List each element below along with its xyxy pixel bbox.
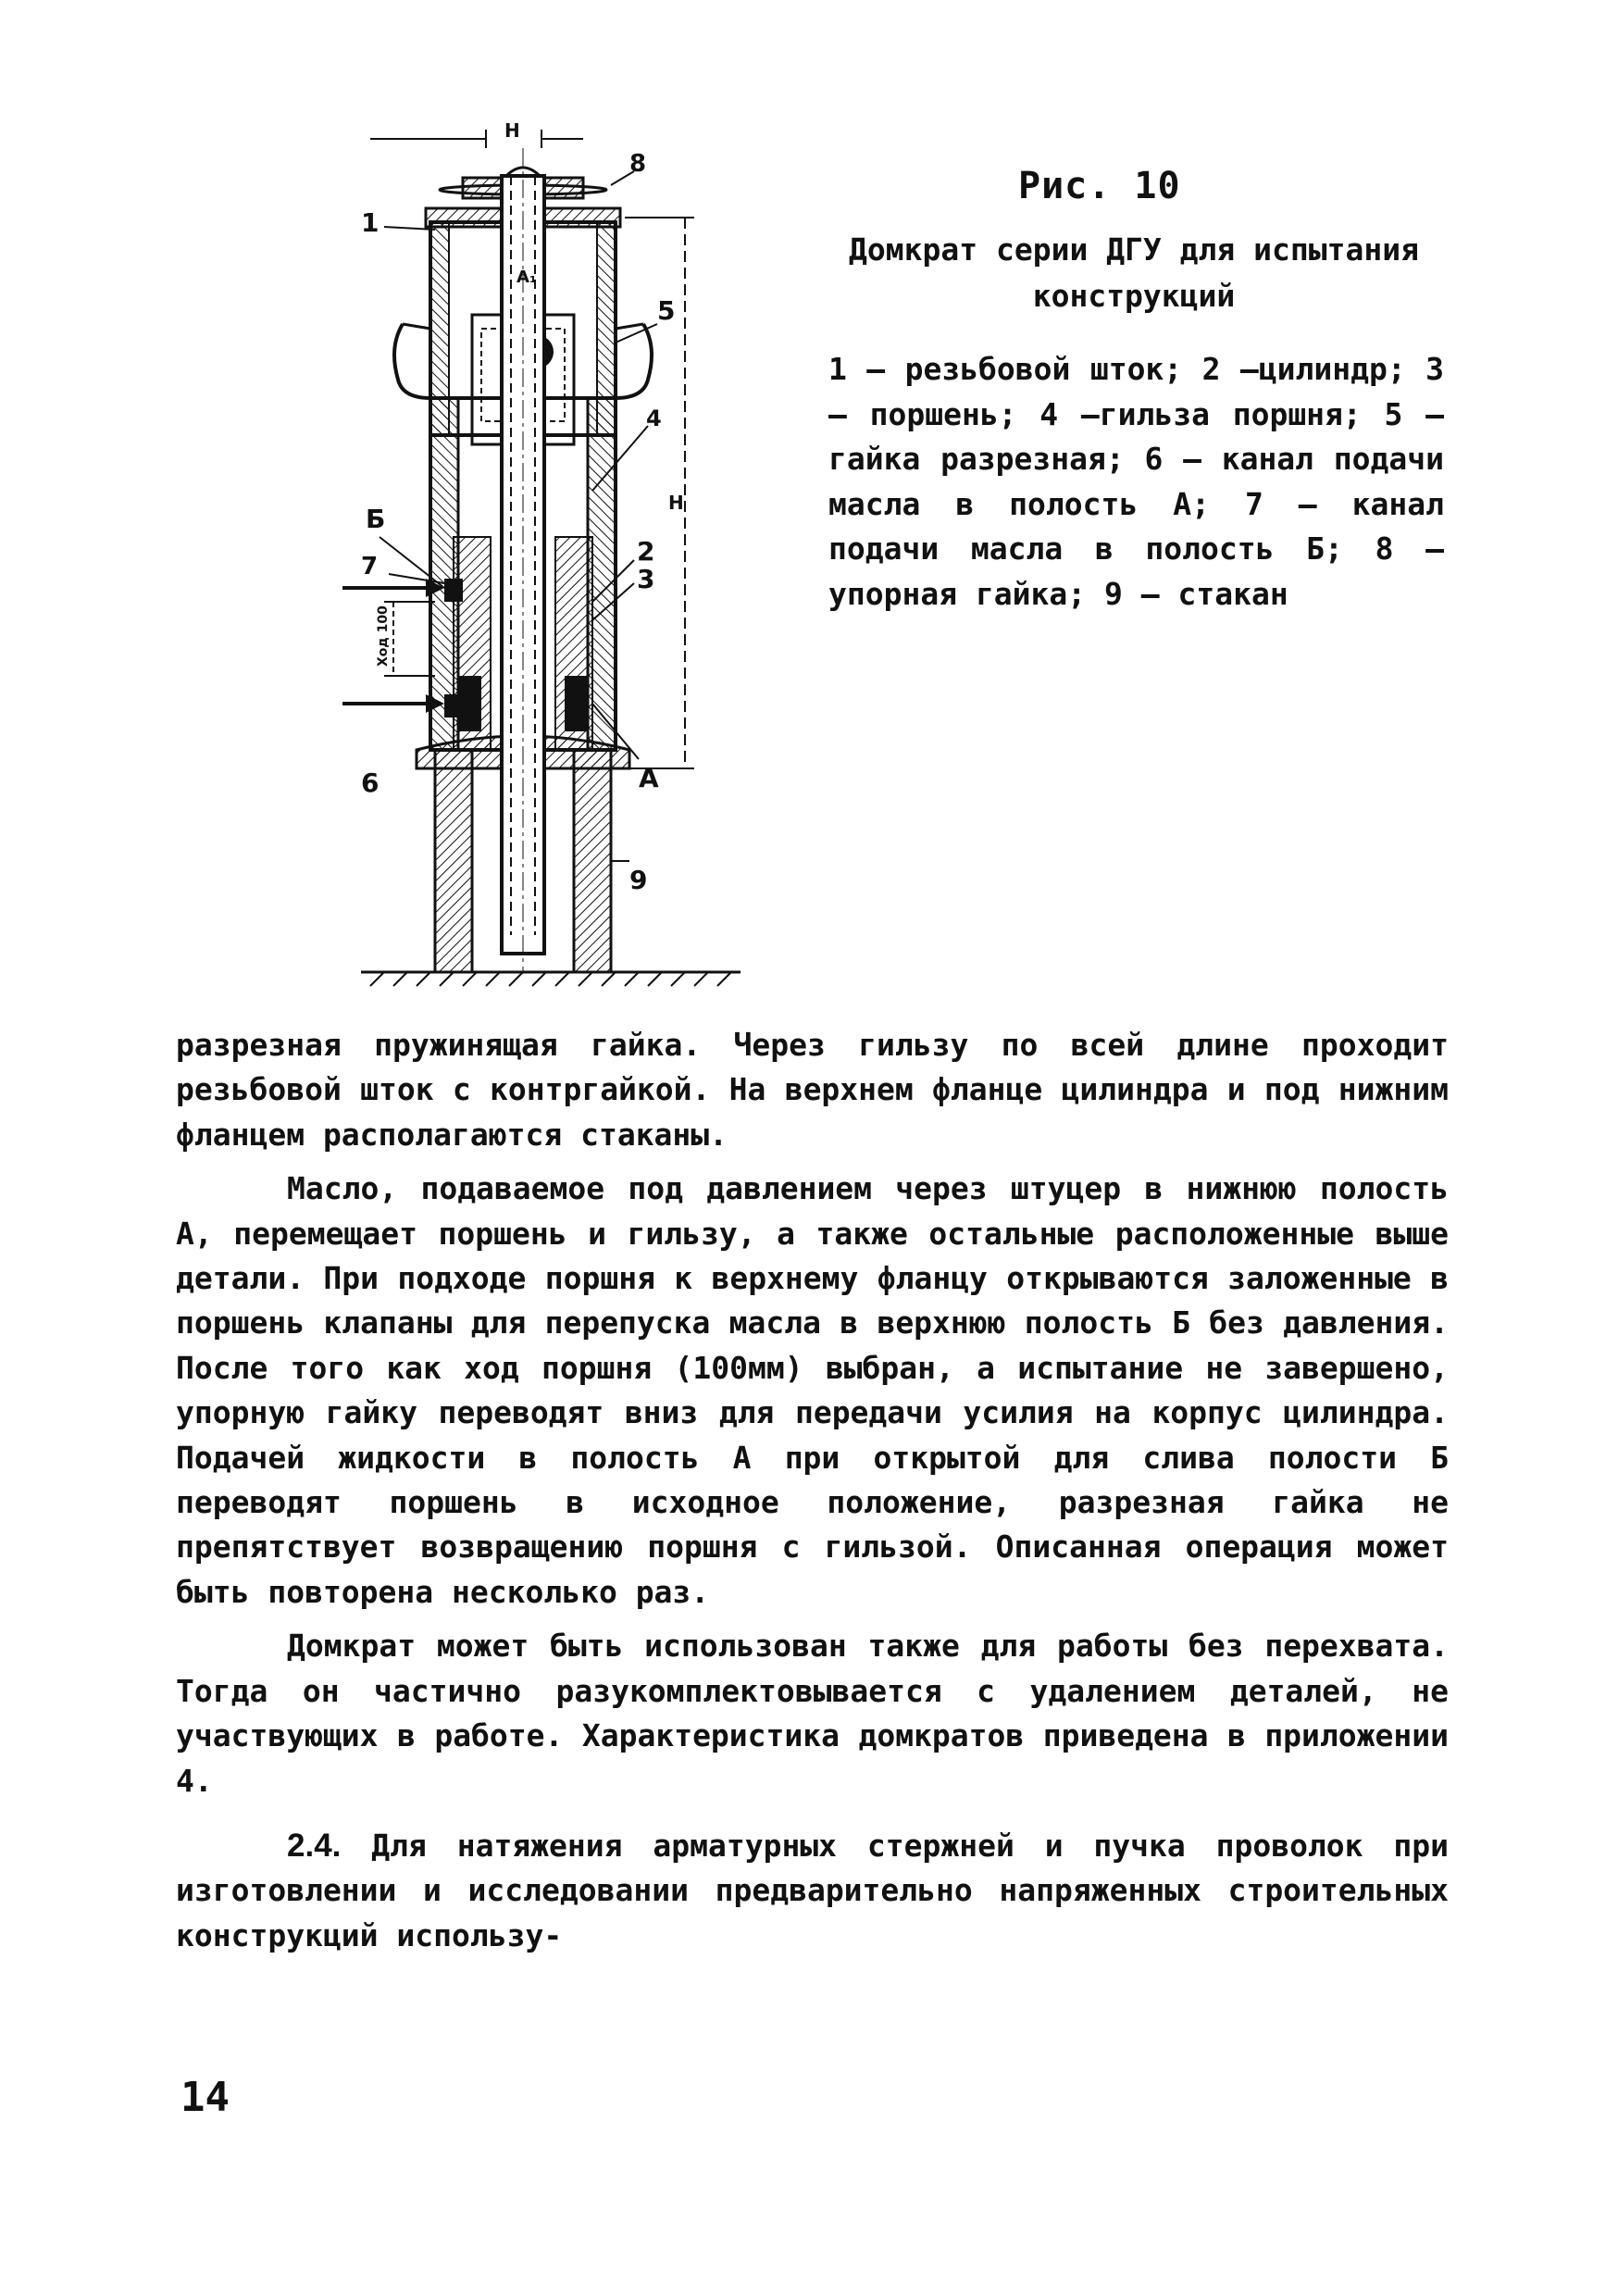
main-text xyxy=(176,1023,1449,1958)
section-paragraph xyxy=(176,1824,1449,1958)
label-4: 4 xyxy=(646,406,662,431)
figure-legend: 1 – резьбовой шток; 2 –цилиндр; 3 – поршень; 4 –гильза поршня; 5 – гайка разрезная; 6 – канал подачи масла в полость А; 7 – канал подачи масла в полость Б; 8 – упорная гайка; 9 – стакан xyxy=(828,351,1444,612)
label-9: 9 xyxy=(629,865,648,895)
label-A: А xyxy=(639,763,659,793)
paragraph-1: разрезная пружинящая гайка. Через гильзу по всей длине проходит резьбовой шток с контргайкой. На верхнем фланце цилиндра и под нижним фланцем располагаются стаканы. xyxy=(176,1027,1449,1153)
label-stroke-dim: Ход 100 xyxy=(376,605,391,667)
page-number: 14 xyxy=(180,2074,230,2121)
ground-line xyxy=(361,972,741,986)
paragraph-2: Масло, подаваемое под давлением через штуцер в нижнюю полость А, перемещает поршень и гильзу, а также остальные расположенные выше детали. При подходе поршня к верхнему фланцу открываются заложенные в поршень клапаны для перепуска масла в верхнюю полость Б без давления. После того как ход поршня (100мм) выбран, а испытание не завершено, упорную гайку переводят вниз для передачи усилия на корпус цилиндра. Подачей жидкости в полость А при открытой для слива полости Б переводят поршень в исходное положение, разрезная гайка не препятствует возвращению поршня с гильзой. Описанная операция может быть повторена несколько раз. xyxy=(176,1170,1449,1610)
label-6: 6 xyxy=(361,767,380,798)
section-text: Для натяжения арматурных стержней и пучка проволок при изготовлении и исследовании предварительно напряженных строительных конструкций использу- xyxy=(176,1827,1449,1953)
label-2: 2 xyxy=(637,536,655,567)
label-1: 1 xyxy=(361,207,380,238)
jack-diagram xyxy=(305,120,768,1009)
label-8: 8 xyxy=(629,150,647,178)
label-A1: А₁ xyxy=(517,268,537,287)
figure-title: Рис. 10 xyxy=(1018,165,1181,207)
label-7: 7 xyxy=(361,553,379,580)
label-B: Б xyxy=(366,504,386,534)
label-H-top: Н xyxy=(504,120,520,142)
figure-caption: Домкрат серии ДГУ для испытания конструкций xyxy=(849,231,1419,314)
label-5: 5 xyxy=(657,295,676,326)
label-3: 3 xyxy=(637,564,655,594)
label-H-side: Н xyxy=(668,492,684,514)
section-number: 2.4. xyxy=(287,1827,342,1864)
paragraph-3: Домкрат может быть использован также для работы без перехвата. Тогда он частично разукомплектовывается с удалением деталей, не участвующих в работе. Характеристика домкратов приведена в приложении 4. xyxy=(176,1628,1449,1799)
